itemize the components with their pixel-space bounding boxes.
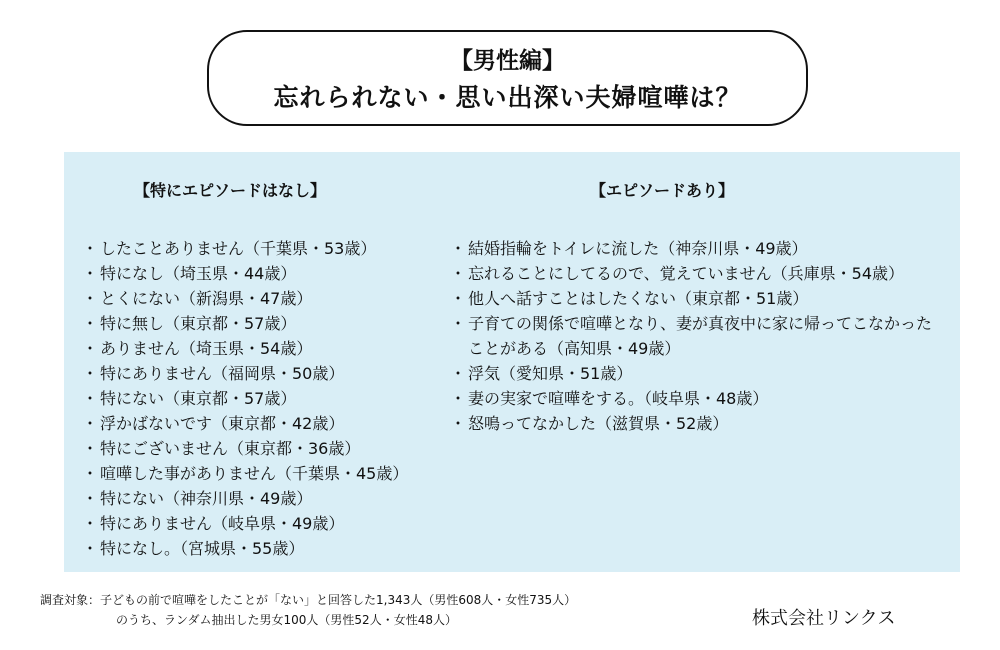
- list-item: ・ 喧嘩した事がありません（千葉県・45歳）: [84, 461, 444, 486]
- list-item: ・ 特になし。（宮城県・55歳）: [84, 536, 444, 561]
- title-category: 【男性編】: [450, 48, 565, 74]
- list-item: ・ 妻の実家で喧嘩をする。（岐阜県・48歳）: [452, 386, 947, 411]
- list-item: ・ 特にない（東京都・57歳）: [84, 386, 444, 411]
- footnote-line1: 調査対象：子どもの前で喧嘩をしたことが「ない」と回答した1,343人（男性608人・女性735人）: [40, 593, 577, 607]
- list-item: ・ 特にない（神奈川県・49歳）: [84, 486, 444, 511]
- title-box: [207, 30, 808, 126]
- list-item: ・ 特にありません（岐阜県・49歳）: [84, 511, 444, 536]
- list-item: ・ 特にありません（福岡県・50歳）: [84, 361, 444, 386]
- list-item: ・ したことありません（千葉県・53歳）: [84, 236, 444, 261]
- list-item: ・ 特に無し（東京都・57歳）: [84, 311, 444, 336]
- survey-footnote: [40, 590, 576, 630]
- list-item: ・ 浮気（愛知県・51歳）: [452, 361, 947, 386]
- episode-heading: 【エピソードあり】: [590, 181, 735, 200]
- list-item: ・ 子育ての関係で喧嘩となり、妻が真夜中に家に帰ってこなかったことがある（高知県・49歳）: [452, 311, 947, 361]
- no-episode-heading: 【特にエピソードはなし】: [134, 181, 327, 200]
- list-item: ・ 特にございません（東京都・36歳）: [84, 436, 444, 461]
- episode-list: [452, 236, 947, 436]
- list-item: ・ 他人へ話すことはしたくない（東京都・51歳）: [452, 286, 947, 311]
- list-item: ・ 忘れることにしてるので、覚えていません（兵庫県・54歳）: [452, 261, 947, 286]
- company-name: 株式会社リンクス: [752, 608, 896, 629]
- list-item: ・ 浮かばないです（東京都・42歳）: [84, 411, 444, 436]
- footnote-line2: のうち、ランダム抽出した男女100人（男性52人・女性48人）: [116, 613, 457, 627]
- list-item: ・ ありません（埼玉県・54歳）: [84, 336, 444, 361]
- list-item: ・ 特になし（埼玉県・44歳）: [84, 261, 444, 286]
- answers-panel: [64, 152, 960, 572]
- list-item: ・ とくにない（新潟県・47歳）: [84, 286, 444, 311]
- list-item: ・ 結婚指輪をトイレに流した（神奈川県・49歳）: [452, 236, 947, 261]
- no-episode-list: [84, 236, 444, 561]
- title-question: 忘れられない・思い出深い夫婦喧嘩は？: [273, 83, 742, 112]
- list-item: ・ 怒鳴ってなかした（滋賀県・52歳）: [452, 411, 947, 436]
